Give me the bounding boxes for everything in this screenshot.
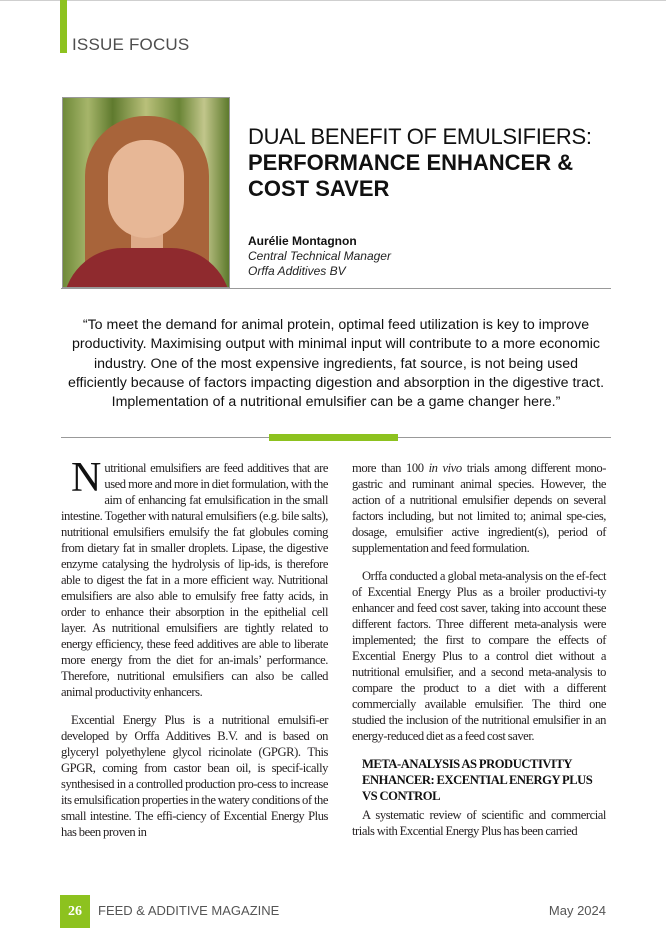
page-number: 26 — [60, 895, 90, 928]
divider-accent — [269, 434, 398, 441]
paragraph: Orffa conducted a global meta-analysis on the ef-fect of Excential Energy Plus as a broiler productivi-ty enhancer and feed cost saver, taking into account these different factors. Three different meta-analysis were implemented; the first to compare the effects of Excential Energy Plus to a control diet without a nutritional emulsifier, and a second meta-analysis to compare the product to a diet with a different commercially available emulsifier. The third one studied the inclusion of the nutritional emulsifier in an energy-reduced diet as a feed cost saver. — [352, 569, 606, 743]
divider — [61, 288, 611, 289]
title-line-1: DUAL BENEFIT OF EMULSIFIERS: — [248, 124, 592, 149]
text: more than 100 — [352, 461, 429, 475]
subheading: META-ANALYSIS AS PRODUCTIVITY ENHANCER: EXCENTIAL ENERGY PLUS VS CONTROL — [362, 757, 593, 803]
column-right — [352, 460, 606, 839]
italic-text: in vivo — [428, 461, 462, 475]
section-label: ISSUE FOCUS — [72, 35, 190, 54]
title-line-2: PERFORMANCE ENHANCER & COST SAVER — [248, 150, 574, 201]
paragraph — [352, 460, 606, 556]
author-name: Aurélie Montagnon — [248, 234, 357, 248]
top-border — [0, 0, 666, 1]
paragraph: A systematic review of scientific and commercial trials with Excential Energy Plus has been carried — [352, 808, 606, 838]
author-role: Central Technical Manager — [248, 249, 391, 263]
pull-quote: “To meet the demand for animal protein, optimal feed utilization is key to improve productivity. Maximising output with minimal input will contribute to a more economic industry. One of the most expensive ingredients, fat source, is not being used efficiently because of factors impacting digestion and absorption in the digestive tract. Implementation of a nutritional emulsifier can be a game changer here.” — [67, 317, 605, 411]
author-org: Orffa Additives BV — [248, 264, 346, 278]
text: trials among different mono-gastric and ruminant animal species. However, the action of a nutritional emulsifier depends on several factors including, but not limited to; animal spe-cies, dosage, emulsifier active ingredient(s), period of supplementation and feed formulation. — [352, 461, 606, 555]
author-block — [248, 234, 391, 279]
column-left — [61, 455, 328, 840]
paragraph — [61, 455, 328, 700]
drop-cap: N — [71, 455, 102, 501]
magazine-name: FEED & ADDITIVE MAGAZINE — [98, 903, 280, 918]
author-photo — [62, 97, 230, 288]
paragraph-text: utritional emulsifiers are feed additives that are used more and more in diet formulation, with the aim of enhancing fat emulsification in the small intestine. Together with natural emulsifiers (e.g. bile salts), nutritional emulsifiers emulsify the fat globules coming from dietary fat in smaller droplets. Lipase, the digestive enzyme catalysing the hydrolysis of lip-ids, is therefore able to digest the fat in a more efficient way. Nutritional emulsifiers are also able to emulsify free fatty acids, in order to enhance their absorption in the epithelial cell layer. As nutritional emulsifiers are tightly related to energy efficiency, these feed additives are able to liberate more energy from the diet for an-imals’ performance. Therefore, nutritional emulsifiers can also be called animal productivity enhancers. — [61, 461, 328, 699]
article-title — [248, 124, 608, 202]
section-accent-bar — [60, 0, 67, 53]
paragraph: Excential Energy Plus is a nutritional emulsifi-er developed by Orffa Additives B.V. and is based on glyceryl polyethylene glycol ricinolate (GPGR). This GPGR, coming from castor bean oil, is specif-ically synthesised in a controlled production pro-cess to increase its emulsification properties in the watery conditions of the small intestine. The effi-ciency of Excential Energy Plus has been proven in — [61, 713, 328, 839]
issue-date: May 2024 — [548, 903, 606, 918]
